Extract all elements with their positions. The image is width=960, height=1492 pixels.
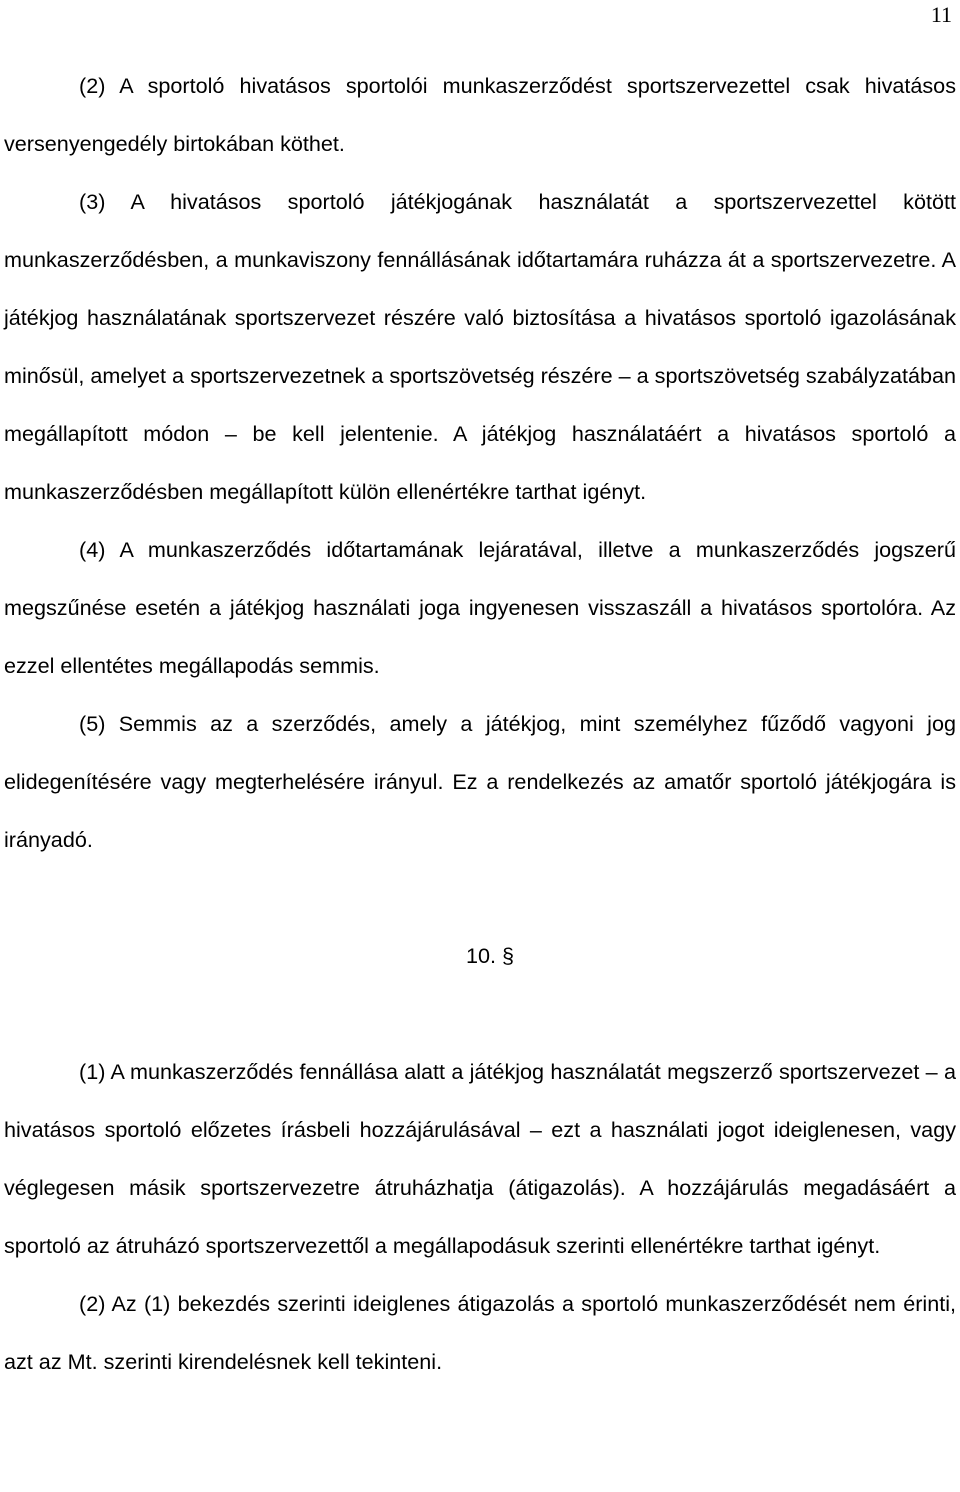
paragraph-4: (4) A munkaszerződés időtartamának lejáratával, illetve a munkaszerződés jogszerű megszűnése esetén a játékjog használati joga ingyenesen visszaszáll a hivatásos sportolóra. Az ezzel ellentétes megállapodás semmis. [4,537,956,678]
section-10-paragraph-2: (2) Az (1) bekezdés szerinti ideiglenes átigazolás a sportoló munkaszerződését nem érinti, azt az Mt. szerinti kirendelésnek kell tekinteni. [4,1291,956,1374]
paragraph-3: (3) A hivatásos sportoló játékjogának használatát a sportszervezettel kötött munkaszerződésben, a munkaviszony fennállásának időtartamára ruházza át a sportszervezetre. A játékjog használatának sportszervezet részére való biztosítása a hivatásos sportoló igazolásának minősül, amelyet a sportszervezetnek a sportszövetség részére – a sportszövetség szabályzatában megállapított módon – be kell jelentenie. A játékjog használatáért a hivatásos sportoló a munkaszerződésben megállapított külön ellenértékre tarthat igényt. [4,189,956,504]
document-body [4,57,956,1391]
paragraph-2: (2) A sportoló hivatásos sportolói munkaszerződést sportszervezettel csak hivatásos versenyengedély birtokában köthet. [4,73,956,156]
paragraph-5: (5) Semmis az a szerződés, amely a játékjog, mint személyhez fűződő vagyoni jog elidegenítésére vagy megterhelésére irányul. Ez a rendelkezés az amatőr sportoló játékjogára is irányadó. [4,711,956,852]
section-heading [4,927,956,985]
section-10-paragraph-1: (1) A munkaszerződés fennállása alatt a játékjog használatát megszerző sportszervezet – a hivatásos sportoló előzetes írásbeli hozzájárulásával – ezt a használati jogot ideiglenesen, vagy véglegesen másik sportszervezetre átruházhatja (átigazolás). A hozzájárulás megadásáért a sportoló az átruházó sportszervezettől a megállapodásuk szerinti ellenértékre tarthat igényt. [4,1059,956,1258]
section-number: 10. [465,943,496,968]
section-sign: § [502,943,515,968]
page-number: 11 [930,2,952,27]
